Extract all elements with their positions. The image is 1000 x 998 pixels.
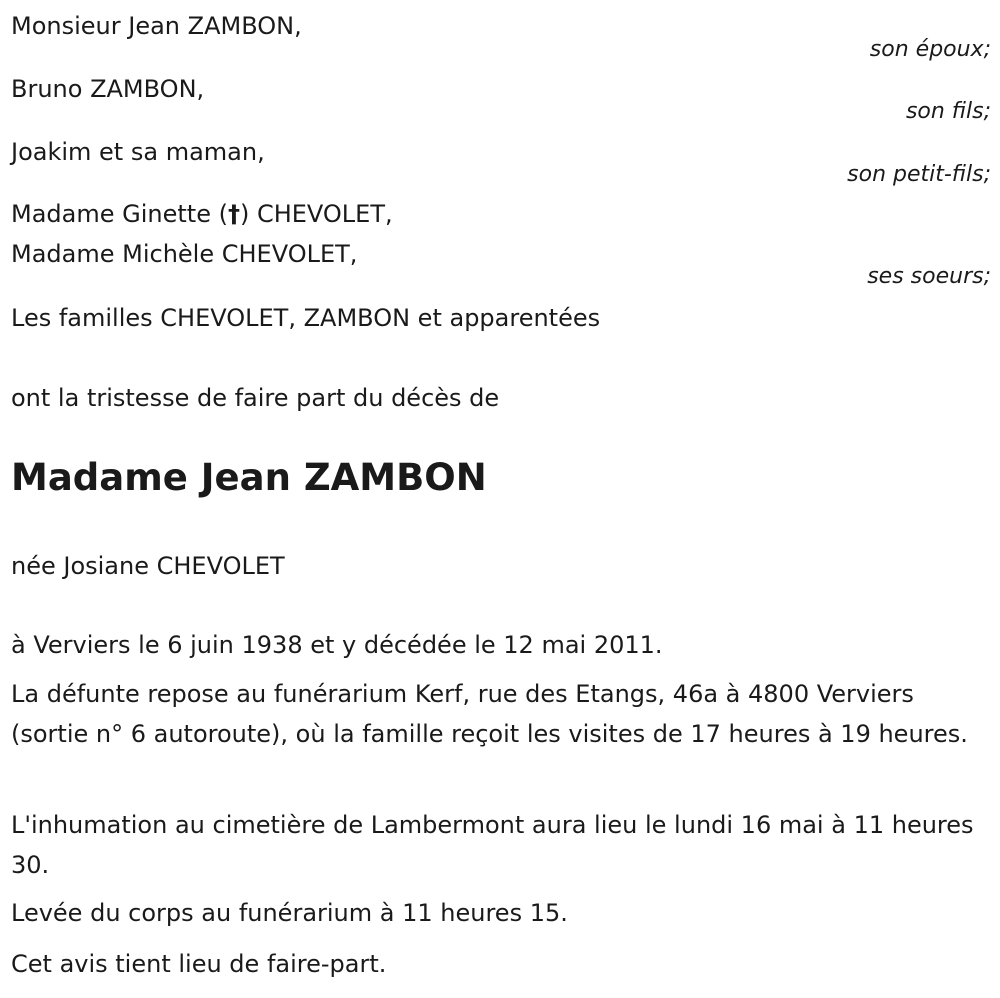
relative-role: son époux; <box>869 37 991 62</box>
relative-entry <box>11 194 991 289</box>
relative-entry <box>11 6 991 62</box>
relative-role: son petit-fils; <box>847 162 991 187</box>
announcement-text: ont la tristesse de faire part du décès de <box>11 384 500 412</box>
relative-name: Joakim et sa maman, <box>11 138 265 166</box>
closing-paragraph: Cet avis tient lieu de faire-part. <box>11 950 387 978</box>
families-line: Les familles CHEVOLET, ZAMBON et apparentées <box>11 304 601 332</box>
cross-icon: † <box>227 200 240 228</box>
relative-role: son fils; <box>905 99 991 124</box>
relative-name: Monsieur Jean ZAMBON, <box>11 12 302 40</box>
relative-name-part: ) CHEVOLET, <box>239 200 393 228</box>
relative-name: Madame Michèle CHEVOLET, <box>11 240 358 268</box>
burial-paragraph: L'inhumation au cimetière de Lambermont aura lieu le lundi 16 mai à 11 heures 30. <box>11 811 974 879</box>
relative-name <box>11 194 991 234</box>
born-name: née Josiane CHEVOLET <box>11 552 285 580</box>
relative-name: Bruno ZAMBON, <box>11 75 205 103</box>
relative-entry <box>11 132 991 187</box>
departure-paragraph: Levée du corps au funérarium à 11 heures 15. <box>11 899 568 927</box>
relative-entry <box>11 69 991 124</box>
relative-name-part: Madame Ginette ( <box>11 200 228 228</box>
funeral-home-paragraph: La défunte repose au funérarium Kerf, rue des Etangs, 46a à 4800 Verviers (sortie n° 6 autoroute), où la famille reçoit les visites de 17 heures à 19 heures. <box>11 680 968 748</box>
birth-death-paragraph: à Verviers le 6 juin 1938 et y décédée le 12 mai 2011. <box>11 631 663 659</box>
deceased-name: Madame Jean ZAMBON <box>11 456 487 499</box>
relative-role: ses soeurs; <box>867 264 991 289</box>
